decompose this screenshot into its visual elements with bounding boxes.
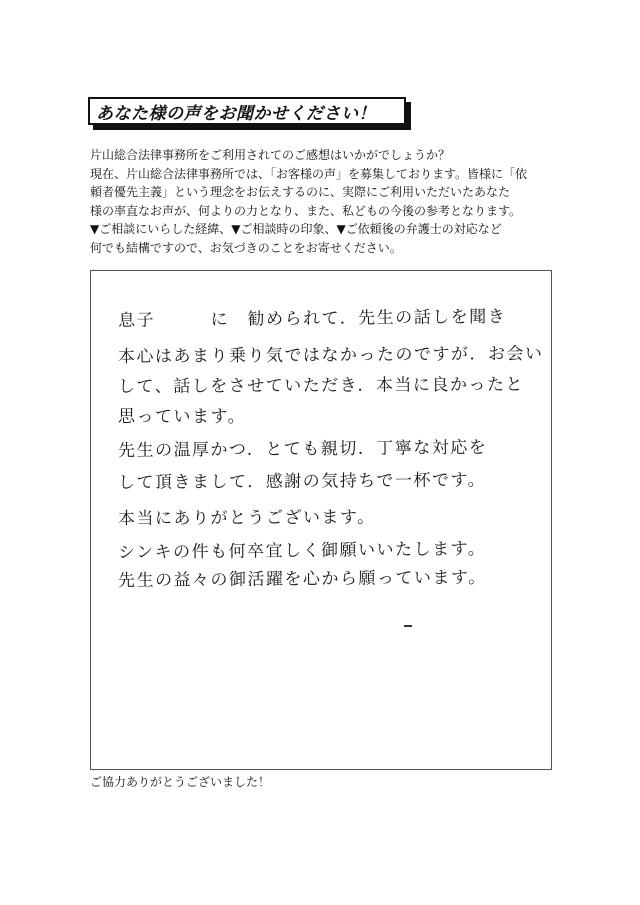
page-title: あなた様の声をお聞かせください！ [96, 103, 376, 124]
handwritten-line: 本当にありがとうございます。 [117, 507, 376, 529]
header-title-box [88, 97, 406, 125]
intro-line: 様の率直なお声が、何よりの力となり、また、私どもの今後の参考となります。 [90, 203, 522, 218]
handwritten-line: 本心はあまり乗り気ではなかったのですが．お会い [117, 344, 544, 367]
handwritten-line: 先生の温厚かつ．とても親切．丁寧な対応を [117, 437, 488, 461]
handwritten-line: シンキの件も何卒宜しく御願いいたします。 [117, 539, 487, 563]
pen-stroke-mark [404, 625, 412, 627]
handwritten-line: 息子 に 勧められて．先生の話しを聞き [117, 306, 507, 331]
intro-line: 何でも結構ですので、お気づきのことをお寄せください。 [90, 240, 402, 255]
intro-line: 頼者優先主義」という理念をお伝えするのに、実際にご利用いただいたあなた [90, 185, 511, 199]
handwritten-line: して頂きまして．感謝の気持ちで一杯です。 [117, 470, 487, 493]
handwritten-line: 思っています。 [118, 407, 247, 427]
intro-line: 現在、片山総合法律事務所では、「お客様の声」を募集しております。皆様に「依 [90, 166, 528, 181]
handwritten-line: して、話しをさせていただき．本当に良かったと [117, 374, 525, 397]
thank-you-text: ご協力ありがとうございました！ [90, 775, 271, 789]
intro-line: 片山総合法律事務所をご利用されてのご感想はいかがでしょうか？ [90, 148, 451, 162]
intro-line: ▼ご相談にいらした経緯、▼ご相談時の印象、▼ご依頼後の弁護士の対応など [90, 222, 502, 236]
handwritten-line: 先生の益々の御活躍を心から願っています。 [117, 567, 487, 591]
intro-text [90, 146, 560, 257]
